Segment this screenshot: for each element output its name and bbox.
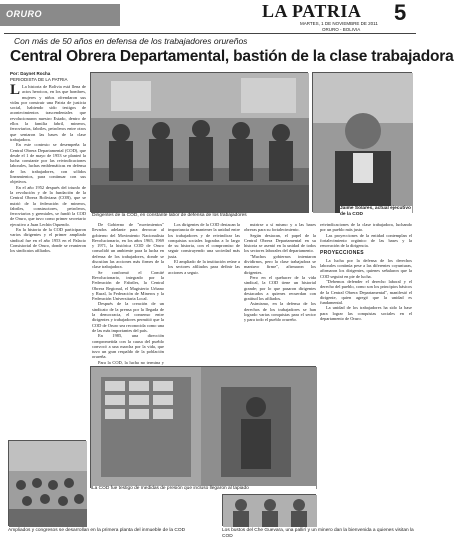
col2-paragraph: Para la COD, la lucha no termina y [98,359,164,365]
photo-jaime-solares-image [313,73,413,213]
col3-paragraph: Los dirigentes de la COD destacan la importancia de mantener la unidad entre los trabajadores y de reivindicar las conquistas sociales logradas a lo largo de su historia, con el compromiso de seguir construyendo una sociedad más justa. [168,222,240,259]
col5-paragraph: La unidad de los trabajadores ha sido la base para lograr las conquistas sociales en el departamento de Oruro. [320,305,412,322]
col5-paragraph: La lucha por la defensa de los derechos laborales continúa pese a las diferentes coyunturas, afirmaron los dirigentes, quienes señalaron que la COD seguirá en pie de lucha. [320,257,412,279]
photo-dirigentes-caption: Dirigentes de la COD, en constante labor de defensa de los trabajadores [92,213,308,219]
col5-paragraph: reivindicaciones de la clase trabajadora, luchando por un pueblo más justo. [320,222,412,233]
col5-paragraph: Las proyecciones de la entidad contemplan el fortalecimiento orgánico de las bases y la renovación de la dirigencia. [320,232,412,249]
drop-cap: L [10,82,21,98]
photo-bustos-caption: Los bustos del Che Guevara, una pallirí y un minero dan la bienvenida a quienes visitan la COD [222,528,414,539]
article-headline: Central Obrera Departamental, bastión de la clase trabajadora [10,48,454,65]
text-column-1 [10,84,86,452]
byline-author: Por: Daynet Rocha [10,71,51,76]
col3-paragraph: El ampliado de la institución reúne a los sectores afiliados para definir las acciones a seguir. [168,259,240,275]
col4-paragraph: Según destacan, el papel de la Central Obrera Departamental en su historia se asentó en la unidad de todos los sectores laborales del departamento. [244,232,316,254]
photo-tapiado-image [91,367,317,489]
col1-paragraph: En el año 1952 después del triunfo de la revolución y de la fundación de la Central Obrera Boliviana (COB), que se nutrió de la federación de mineros, fabriles, constructores, petroleros, ferroviarios y gremiales, se fundó la COD de Oruro, que tuvo como primer secretario ejecutivo a Juan Lechín Oquendo. [10,184,86,227]
photo-jaime-solares-caption: Jaime Solares, actual ejecutivo de la COD [340,206,411,217]
col1-paragraph: La historia de Bolivia está llena de actos heroicos, en los que hombres, mujeres y niños ofrendaron sus vidas por construir una Patria de justicia social, habiendo sido testigos de acontecimientos trascendentales que revolucionaron nuestro Estado, dentro de ellos la familia fabril, mineros, ferroviarios, fabriles, petroleros entre otros que sentaron las bases de la clase trabajadora. [10,84,86,142]
photo-bustos-image [223,495,317,527]
byline-source: PERIODISTA DE LA PATRIA [10,77,68,82]
article-kicker: Con más de 50 años en defensa de los trabajadores orureños [14,36,248,46]
col5-paragraph: "Debemos defender el derecho laboral y el derecho del pueblo, como son los principios básicos de la Central Obrera Departamental", manifestó el dirigente, quien agregó que la unidad es fundamental. [320,278,412,306]
text-column-5 [320,222,412,542]
photo-ampliados-image [9,441,87,527]
subhead-proyecciones: PROYECCIONES [320,250,364,257]
photo-bustos [222,494,316,526]
newspaper-name: LA PATRIA [262,1,362,21]
text-column-2 [92,222,164,365]
col2-paragraph: Después de la creación de un sindicato de la prensa por la llegada de la democracia, el consenso entre dirigentes y trabajadores permitió que la COD de Oruro sea reconocida como una de las más importantes del país. [92,301,164,333]
photo-dirigentes-image [91,73,309,213]
col1-paragraph: En la historia de la COD participaron varios dirigentes y el primer ampliado sindical fue en el año 1953 en el Palacio Consistorial de Oruro, donde se reunieron los sindicatos afiliados. [10,227,86,254]
date-line: MARTES, 1 DE NOVIEMBRE DE 2011 [300,21,378,26]
header-rule [4,33,416,34]
photo-tapiado-caption: La COD fue testigo de medidas de presión que incluso llegaron al tapiado [92,486,316,492]
col4-paragraph: Pero en el quehacer de la vida sindical, la COD tiene un historial grande; por lo que pasaron dirigentes destacados a quienes recuerdan con gratitud los afiliados. [244,274,316,302]
photo-ampliados [8,440,86,526]
section-name: ORURO [6,9,42,19]
col4-paragraph: Asimismo, en la defensa de los derechos de los trabajadores se han logrado varias conquistas para el sector y para todo el pueblo orureño. [244,301,316,323]
text-column-3 [168,222,240,362]
photo-dirigentes [90,72,308,212]
col2-paragraph: Se conformó el Comité Revolucionario, integrado por la Federación de Fabriles, la Central Obrera Regional, el Magisterio Urbano y Rural, la Federación de Mineros y la Federación Universitaria Local. [92,269,164,302]
text-column-4 [244,222,316,362]
col4-paragraph: "Muchos gobiernos intentaron dividirnos, pero la clase trabajadora se mantuvo firme", afirmaron los dirigentes. [244,253,316,275]
col1-paragraph: En este contexto se desempeña la Central Obrera Departamental (COD), que desde el 1 de mayo de 1953 se planteó la lucha constante por las reivindicaciones laborales, luchas emblemáticas en defensa de los trabajadores, con sólidos lineamientos, para continuar con sus objetivos. [10,142,86,185]
col4-paragraph: nutrirse a sí mismo y a las bases obreras para su fortalecimiento. [244,222,316,233]
page-number: 5 [394,0,407,25]
place-line: ORURO - BOLIVIA [322,27,361,32]
photo-jaime-solares [312,72,412,212]
col2-paragraph: De Gobierno de "movimientos" llevados adelante para derrocar al gobierno del Movimiento Nacionalista Revolucionario, en los años 1965, 1969 y 1971, la histórica COD de Oruro consolidó un ambiente para la lucha en defensa de los trabajadores, donde se discutían las acciones más firmes de la clase trabajadora. [92,222,164,270]
photo-ampliados-caption: Ampliados y congresos se desarrollan en la primera planta del inmueble de la COD [8,528,220,534]
col2-paragraph: En 1985, una dirección comprometida con la causa del pueblo convocó a una marcha por la vida, que tuvo un gran respaldo de la población orureña. [92,333,164,360]
photo-tapiado [90,366,316,488]
